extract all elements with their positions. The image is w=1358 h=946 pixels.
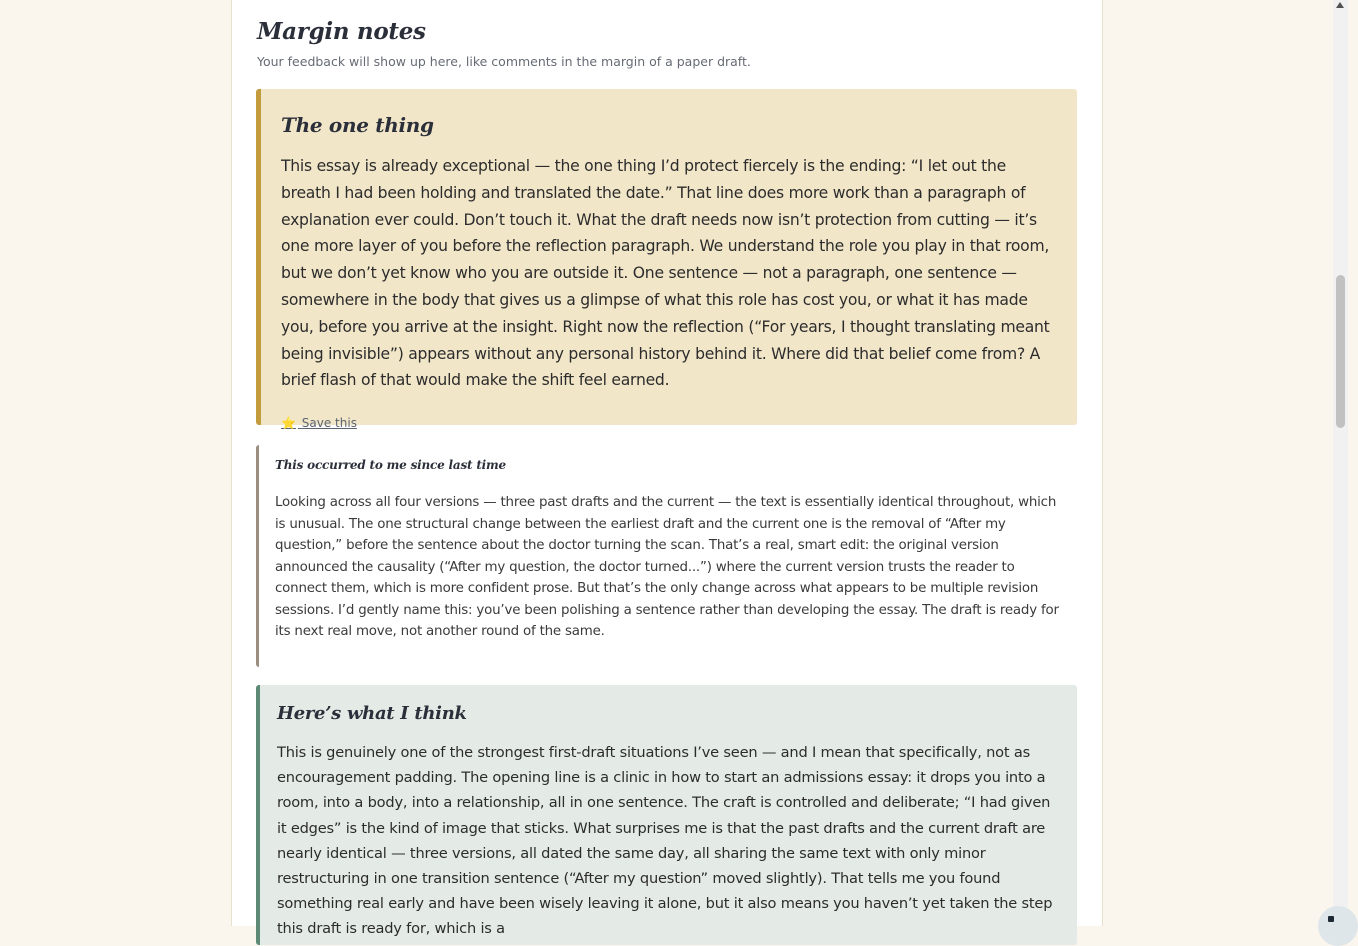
margin-notes-panel: [231, 0, 1103, 938]
note-card-one-thing: [256, 89, 1077, 431]
chat-widget-button[interactable]: [1318, 906, 1358, 946]
chat-widget-icon: [1328, 916, 1334, 922]
star-icon: ⭐: [281, 416, 296, 431]
save-this-link[interactable]: [281, 416, 357, 430]
save-this-label: Save this: [301, 416, 357, 431]
note-card-title: This occurred to me since last time: [275, 458, 506, 472]
margin-notes-subtitle: Your feedback will show up here, like comments in the margin of a paper draft.: [257, 54, 751, 69]
note-card-occurred: [256, 445, 1077, 667]
note-card-body: This is genuinely one of the strongest first-draft situations I’ve seen — and I mean that specifically, not as encouragement padding. The opening line is a clinic in how to start an admissions essay: it drops you into a room, into a body, into a relationship, all in one sentence. The craft is controlled and deliberate; “I had given it edges” is the kind of image that sticks. What surprises me is that the past drafts and the current draft are nearly identical — three versions, all dated the same day, all sharing the same text with only minor restructuring in one transition sentence (“After my question” moved slightly). That tells me you found something real early and have been wisely leaving it alone, but it also means you haven’t yet taken the step this draft is ready for, which is a: [277, 744, 1053, 938]
vertical-scrollbar[interactable]: [1333, 0, 1348, 926]
note-card-body: Looking across all four versions — three past drafts and the current — the text is essentially identical throughout, which is unusual. The one structural change between the earliest draft and the current one is the removal of “After my question,” before the sentence about the doctor turning the scan. That’s a real, smart edit: the original version announced the causality (“After my question, the doctor turned...”) where the current version trusts the reader to connect them, which is more confident prose. But that’s the only change across what appears to be multiple revision sessions. I’d gently name this: you’ve been polishing a sentence rather than developing the essay. The draft is ready for its next real move, not another round of the same.: [275, 495, 1059, 639]
note-card-title: Here’s what I think: [277, 703, 467, 724]
arrow-up-icon[interactable]: [1336, 2, 1344, 8]
note-card-body: This essay is already exceptional — the one thing I’d protect fiercely is the ending: “I let out the breath I had been holding and translated the date.” That line does more work than a paragraph of explanation ever could. Don’t touch it. What the draft needs now isn’t protection from cutting — it’s one more layer of you before the reflection paragraph. We understand the role you play in that room, but we don’t yet know who you are outside it. One sentence — not a paragraph, one sentence — somewhere in the body that gives us a glimpse of what this role has cost you, or what it has made you, before you arrive at the insight. Right now the reflection (“For years, I thought translating meant being invisible”) appears without any personal history behind it. Where did that belief come from? A brief flash of that would make the shift feel earned.: [281, 157, 1050, 390]
note-card-think: [256, 685, 1077, 945]
margin-notes-title: Margin notes: [257, 18, 426, 45]
scrollbar-thumb[interactable]: [1336, 275, 1345, 428]
note-card-title: The one thing: [281, 113, 434, 137]
